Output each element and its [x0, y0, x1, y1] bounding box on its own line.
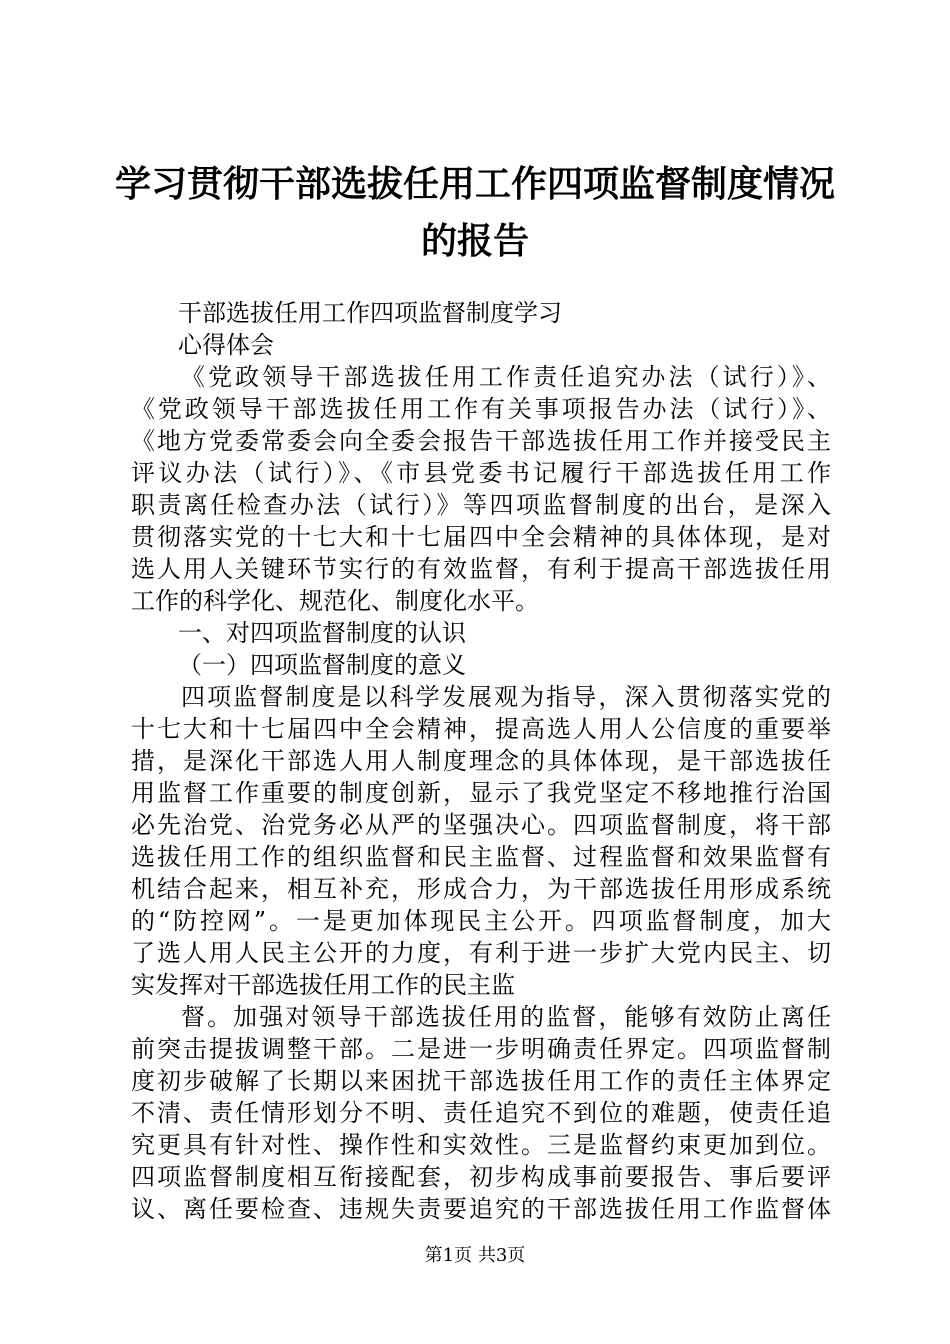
paragraph-line: 实发挥对干部选拔任用工作的民主监: [131, 971, 515, 999]
paragraph-line: 四项监督制度是以科学发展观为指导，深入贯彻落实党的: [181, 683, 831, 711]
paragraph-line: 议、离任要检查、违规失责要追究的干部选拔任用工作监督体: [131, 1195, 831, 1223]
paragraph-line: 评议办法（试行）》、《市县党委书记履行干部选拔任用工作: [131, 459, 831, 487]
document-title-line-2: 的报告: [420, 220, 529, 262]
paragraph-line: 必先治党、治党务必从严的坚强决心。四项监督制度，将干部: [131, 811, 831, 839]
document-title-line-1: 学习贯彻干部选拔任用工作四项监督制度情况: [114, 163, 835, 205]
section-heading: 一、对四项监督制度的认识: [178, 619, 466, 647]
paragraph-line: 的“防控网”。一是更加体现民主公开。四项监督制度，加大: [131, 907, 831, 935]
paragraph-line: 贯彻落实党的十七大和十七届四中全会精神的具体体现，是对: [131, 523, 831, 551]
paragraph-line: 选拔任用工作的组织监督和民主监督、过程监督和效果监督有: [131, 843, 831, 871]
paragraph-line: 《地方党委常委会向全委会报告干部选拔任用工作并接受民主: [131, 427, 831, 455]
paragraph-line: 《党政领导干部选拔任用工作有关事项报告办法（试行）》、: [131, 395, 831, 423]
subtitle-line-2: 心得体会: [178, 331, 274, 359]
paragraph-line: 督。加强对领导干部选拔任用的监督，能够有效防止离任: [181, 1003, 831, 1031]
paragraph-line: 究更具有针对性、操作性和实效性。三是监督约束更加到位。: [131, 1131, 831, 1159]
paragraph-line: 工作的科学化、规范化、制度化水平。: [131, 587, 539, 615]
paragraph-line: 十七大和十七届四中全会精神，提高选人用人公信度的重要举: [131, 715, 831, 743]
paragraph-line: 措，是深化干部选人用人制度理念的具体体现，是干部选拔任: [131, 747, 831, 775]
paragraph-line: 不清、责任情形划分不明、责任追究不到位的难题，使责任追: [131, 1099, 831, 1127]
paragraph-line: 选人用人关键环节实行的有效监督，有利于提高干部选拔任用: [131, 555, 831, 583]
paragraph-line: 机结合起来，相互补充，形成合力，为干部选拔任用形成系统: [131, 875, 831, 903]
paragraph-line: 前突击提拔调整干部。二是进一步明确责任界定。四项监督制: [131, 1035, 831, 1063]
page-number-footer: 第1页 共3页: [424, 1245, 526, 1266]
paragraph-line: 四项监督制度相互衔接配套，初步构成事前要报告、事后要评: [131, 1163, 831, 1191]
paragraph-line: 了选人用人民主公开的力度，有利于进一步扩大党内民主、切: [131, 939, 831, 967]
subsection-heading: （一）四项监督制度的意义: [178, 651, 466, 679]
paragraph-line: 《党政领导干部选拔任用工作责任追究办法（试行）》、: [181, 363, 831, 391]
paragraph-line: 用监督工作重要的制度创新，显示了我党坚定不移地推行治国: [131, 779, 831, 807]
subtitle-line-1: 干部选拔任用工作四项监督制度学习: [178, 299, 562, 327]
paragraph-line: 职责离任检查办法（试行）》等四项监督制度的出台，是深入: [131, 491, 831, 519]
paragraph-line: 度初步破解了长期以来困扰干部选拔任用工作的责任主体界定: [131, 1067, 831, 1095]
